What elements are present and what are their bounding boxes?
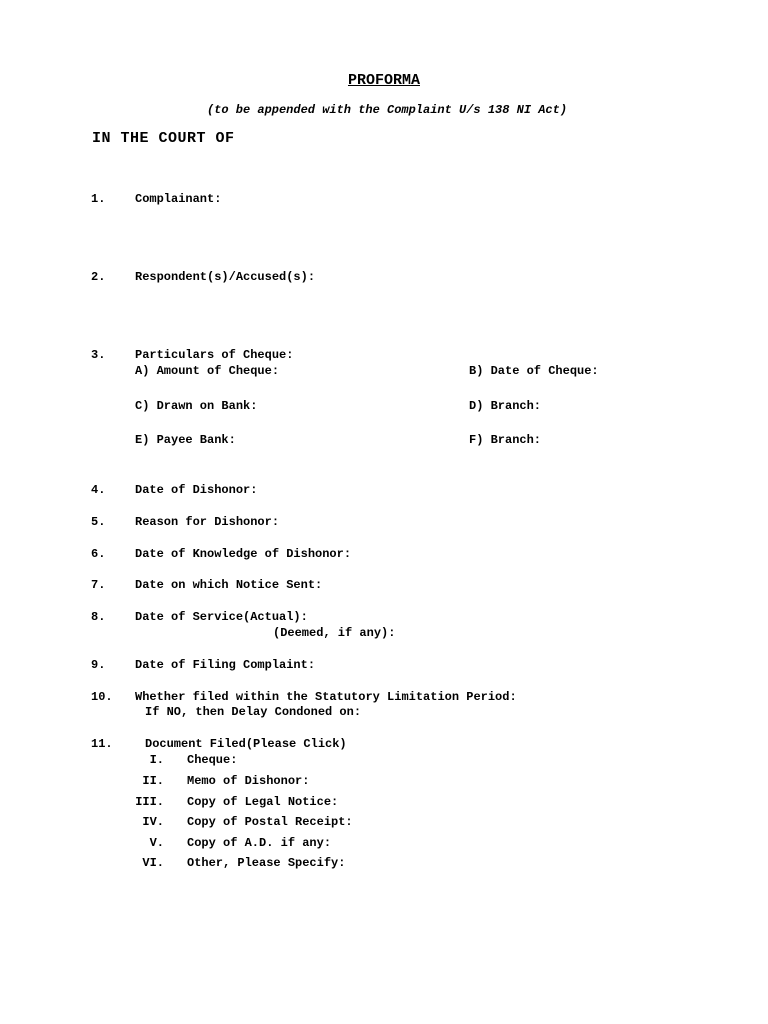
item-number: 9. xyxy=(91,658,106,672)
doc-other-label[interactable]: Other, Please Specify: xyxy=(187,856,346,870)
date-of-cheque-label: B) Date of Cheque: xyxy=(469,364,599,378)
drawn-on-bank-label: C) Drawn on Bank: xyxy=(135,399,258,413)
item-number: 1. xyxy=(91,192,106,206)
deemed-service-label: (Deemed, if any): xyxy=(273,626,396,640)
item-number: 7. xyxy=(91,578,106,592)
doc-ad-label[interactable]: Copy of A.D. if any: xyxy=(187,836,332,850)
notice-sent-label: Date on which Notice Sent: xyxy=(135,578,323,592)
form-subtitle: (to be appended with the Complaint U/s 138 NI Act) xyxy=(206,103,568,117)
item-number: 8. xyxy=(91,610,106,624)
item-number: 6. xyxy=(91,547,106,561)
doc-memo-label[interactable]: Memo of Dishonor: xyxy=(187,774,310,788)
doc-legal-notice-label[interactable]: Copy of Legal Notice: xyxy=(187,795,339,809)
complainant-label: Complainant: xyxy=(135,192,222,206)
date-of-dishonor-label: Date of Dishonor: xyxy=(135,483,258,497)
payee-bank-label: E) Payee Bank: xyxy=(135,433,236,447)
doc-numeral: VI. xyxy=(142,856,164,870)
item-number: 4. xyxy=(91,483,106,497)
item-number: 2. xyxy=(91,270,106,284)
amount-of-cheque-label: A) Amount of Cheque: xyxy=(135,364,280,378)
doc-cheque-label[interactable]: Cheque: xyxy=(187,753,238,767)
drawn-branch-label: D) Branch: xyxy=(469,399,542,413)
doc-postal-receipt-label[interactable]: Copy of Postal Receipt: xyxy=(187,815,353,829)
doc-numeral: IV. xyxy=(142,815,164,829)
doc-numeral: I. xyxy=(149,753,164,767)
form-title: PROFORMA xyxy=(347,72,420,89)
item-number: 5. xyxy=(91,515,106,529)
item-number: 11. xyxy=(91,737,113,751)
item-number: 3. xyxy=(91,348,106,362)
respondent-label: Respondent(s)/Accused(s): xyxy=(135,270,316,284)
filing-complaint-label: Date of Filing Complaint: xyxy=(135,658,316,672)
knowledge-of-dishonor-label: Date of Knowledge of Dishonor: xyxy=(135,547,352,561)
delay-condoned-label: If NO, then Delay Condoned on: xyxy=(145,705,362,719)
reason-for-dishonor-label: Reason for Dishonor: xyxy=(135,515,280,529)
doc-numeral: V. xyxy=(149,836,164,850)
documents-filed-label: Document Filed(Please Click) xyxy=(145,737,347,751)
date-of-service-label: Date of Service(Actual): xyxy=(135,610,308,624)
payee-branch-label: F) Branch: xyxy=(469,433,542,447)
item-number: 10. xyxy=(91,690,113,704)
doc-numeral: II. xyxy=(142,774,164,788)
limitation-period-label: Whether filed within the Statutory Limitation Period: xyxy=(135,690,517,704)
doc-numeral: III. xyxy=(135,795,164,809)
cheque-particulars-label: Particulars of Cheque: xyxy=(135,348,294,362)
court-heading: IN THE COURT OF xyxy=(92,130,235,147)
